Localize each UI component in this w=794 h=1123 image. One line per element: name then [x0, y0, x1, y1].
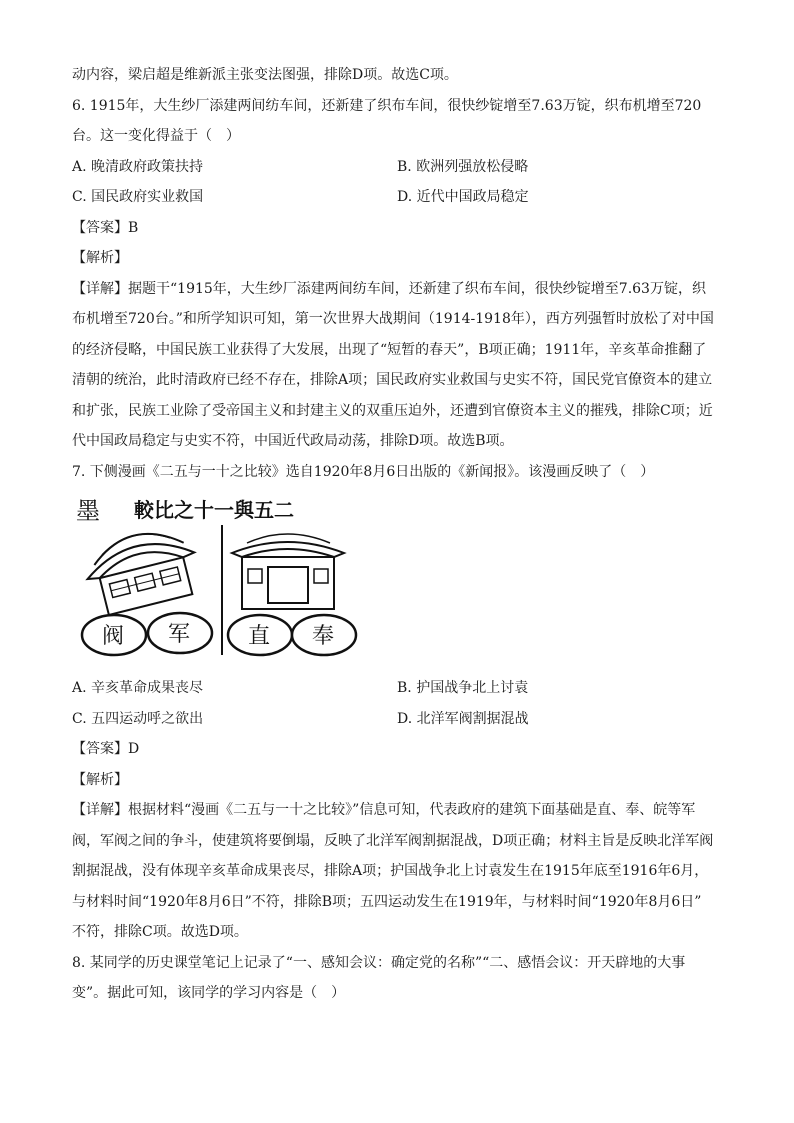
option-c[interactable]: C. 国民政府实业救国: [72, 189, 204, 205]
option-a[interactable]: A. 辛亥革命成果丧尽: [72, 680, 204, 696]
analysis-line: 的经济侵略，中国民族工业获得了大发展，出现了“短暂的春天”，B项正确；1911年，辛亥革命推翻了: [72, 341, 707, 358]
analysis-line: 【详解】据题干“1915年，大生纱厂添建两间纺车间，还新建了织布车间，很快纱锭增至7.63万锭，织: [72, 280, 706, 297]
text-line: 动内容，梁启超是维新派主张变法图强，排除D项。故选C项。: [72, 67, 458, 83]
cartoon-mark: 墨: [76, 497, 100, 525]
cartoon-drawing: [72, 495, 362, 663]
question-8-stem-line-1: 8. 某同学的历史课堂笔记上记录了“一、感知会议：确定党的名称”“二、感悟会议：开天辟地的大事: [72, 954, 686, 971]
analysis-line: 布机增至720台。”和所学知识可知，第一次世界大战期间（1914-1918年），西方列强暂时放松了对中国: [72, 311, 714, 327]
analysis-line: 和扩张，民族工业除了受帝国主义和封建主义的双重压迫外，还遭到官僚资本主义的摧残，排除C项；近: [72, 402, 713, 419]
option-b[interactable]: B. 护国战争北上讨袁: [397, 680, 529, 696]
analysis-line: 割据混战，没有体现辛亥革命成果丧尽，排除A项；护国战争北上讨袁发生在1915年底至1916年6月，: [72, 863, 709, 879]
document-page: [72, 60, 722, 1009]
option-a[interactable]: A. 晚清政府政策扶持: [72, 158, 204, 175]
answer-label: 【答案】B: [72, 219, 139, 236]
answer-label: 【答案】D: [72, 741, 140, 757]
jar-label: 军: [168, 622, 191, 647]
analysis-label: 【解析】: [72, 771, 128, 788]
analysis-line: 与材料时间“1920年8月6日”不符，排除B项；五四运动发生在1919年，与材料时间“1920年8月6日”: [72, 893, 702, 910]
question-6-options-row-1: [72, 152, 722, 183]
analysis-line: 【详解】根据材料“漫画《二五与一十之比较》”信息可知，代表政府的建筑下面基础是直、奉、皖等军: [72, 802, 696, 818]
option-c[interactable]: C. 五四运动呼之欲出: [72, 710, 204, 727]
question-6-options-row-2: [72, 182, 722, 213]
jar-label: 阀: [102, 624, 125, 649]
question-7-options-row-2: [72, 704, 722, 735]
option-d[interactable]: D. 北洋军阀割据混战: [397, 710, 529, 727]
stable-building-right: [232, 534, 344, 609]
cartoon-title: 較比之十一與五二: [134, 498, 294, 522]
analysis-line: 代中国政局稳定与史实不符，中国近代政局动荡，排除D项。故选B项。: [72, 433, 514, 449]
option-d[interactable]: D. 近代中国政局稳定: [397, 189, 529, 205]
cartoon-image: [72, 495, 362, 663]
analysis-label: 【解析】: [72, 250, 128, 266]
jar-label: 奉: [312, 624, 335, 649]
jar-label: 直: [248, 624, 271, 649]
analysis-line: 不符，排除C项。故选D项。: [72, 924, 248, 940]
analysis-line: 清朝的统治，此时清政府已经不存在，排除A项；国民政府实业救国与史实不符，国民党官僚资本的建立: [72, 372, 713, 388]
analysis-line: 阀，军阀之间的争斗，使建筑将要倒塌，反映了北洋军阀割据混战，D项正确；材料主旨是反映北洋军阀: [72, 832, 714, 849]
option-b[interactable]: B. 欧洲列强放松侵略: [397, 158, 529, 175]
question-6-stem-line-2: 台。这一变化得益于（ ）: [72, 128, 240, 144]
question-8-stem-line-2: 变”。据此可知，该同学的学习内容是（ ）: [72, 985, 346, 1001]
question-6-stem-line-1: 6. 1915年，大生纱厂添建两间纺车间，还新建了织布车间，很快纱锭增至7.63万锭，织布机增至720: [72, 97, 702, 114]
tilting-building-left: [80, 522, 204, 618]
question-7-options-row-1: [72, 673, 722, 704]
question-7-stem: 7. 下侧漫画《二五与一十之比较》选自1920年8月6日出版的《新闻报》。该漫画反映了（ ）: [72, 463, 655, 480]
